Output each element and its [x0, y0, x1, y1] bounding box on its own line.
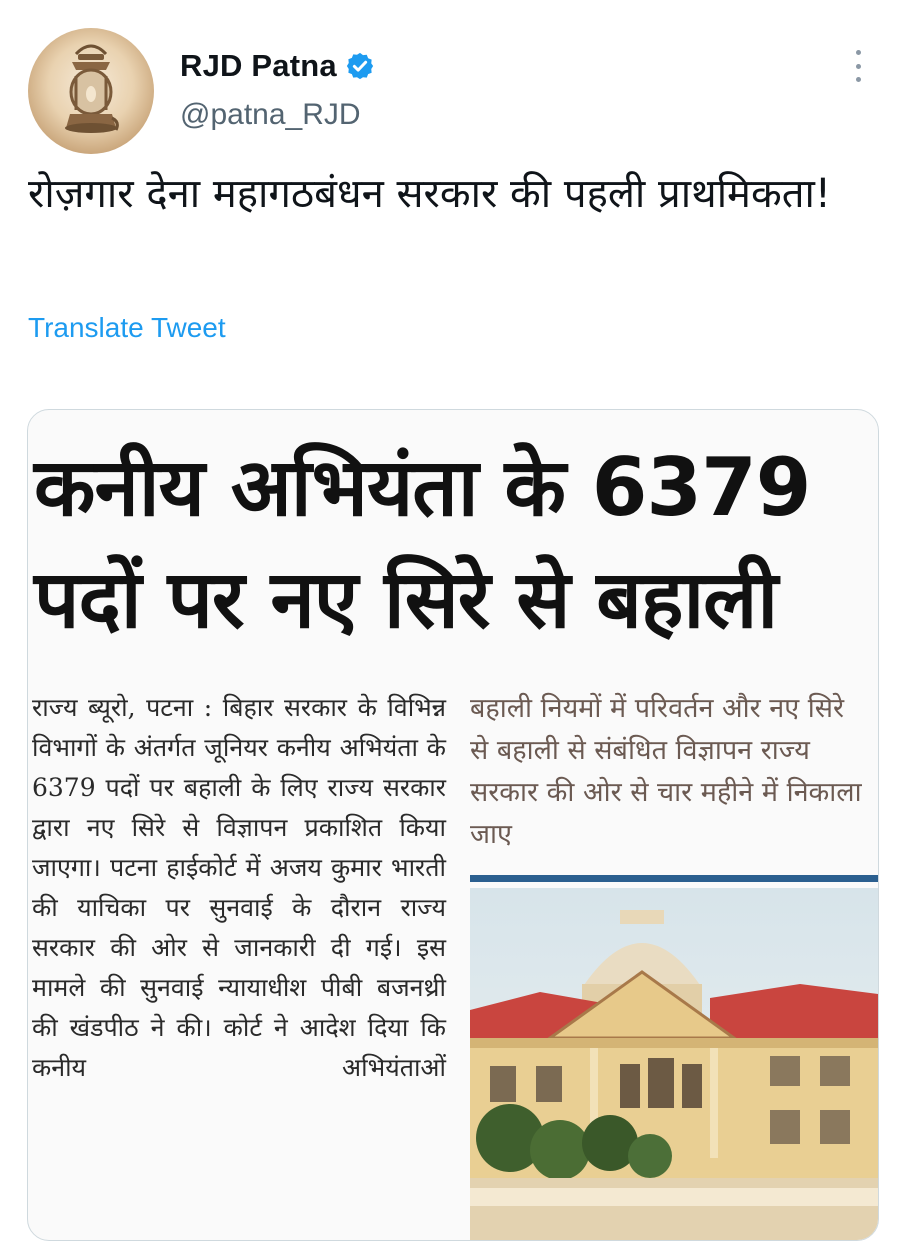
- clipping-pull-quote: बहाली नियमों में परिवर्तन और नए सिरे से बहाली से संबंधित विज्ञापन राज्य सरकार की ओर से चार महीने में निकाला जाए: [470, 693, 862, 850]
- high-court-photo: [470, 888, 878, 1241]
- clipping-body-text: राज्य ब्यूरो, पटना : बिहार सरकार के विभिन्न विभागों के अंतर्गत जूनियर कनीय अभियंता के 6379 पदों पर बहाली के लिए राज्य सरकार द्वारा नए सिरे से विज्ञापन प्रकाशित किया जाएगा। पटना हाईकोर्ट में अजय कुमार भारती की याचिका पर सुनवाई के दौरान राज्य सरकार की ओर से जानकारी दी गई। इस मामले की सुनवाई न्यायाधीश पीबी बजनथ्री की खंडपीठ ने की। कोर्ट ने आदेश दिया कि कनीय अभियंताओं: [32, 693, 446, 1082]
- verified-badge-icon: [345, 51, 375, 81]
- lantern-icon: [28, 28, 154, 154]
- dot: [856, 50, 861, 55]
- name-row: [180, 48, 375, 84]
- display-name[interactable]: RJD Patna: [180, 48, 337, 83]
- more-options-icon[interactable]: [846, 44, 870, 88]
- translate-tweet-link[interactable]: Translate Tweet: [28, 312, 226, 343]
- tweet-media-image[interactable]: [27, 409, 879, 1241]
- tweet-text: रोज़गार देना महागठबंधन सरकार की पहली प्राथमिकता!: [28, 171, 831, 217]
- pull-quote-rule: [470, 875, 878, 882]
- dot: [856, 77, 861, 82]
- user-handle[interactable]: @patna_RJD: [180, 98, 361, 131]
- avatar[interactable]: [28, 28, 154, 154]
- dot: [856, 64, 861, 69]
- clipping-headline: कनीय अभियंता के 6379 पदों पर नए सिरे से बहाली: [34, 441, 811, 646]
- clipping-body-column: [32, 688, 446, 1088]
